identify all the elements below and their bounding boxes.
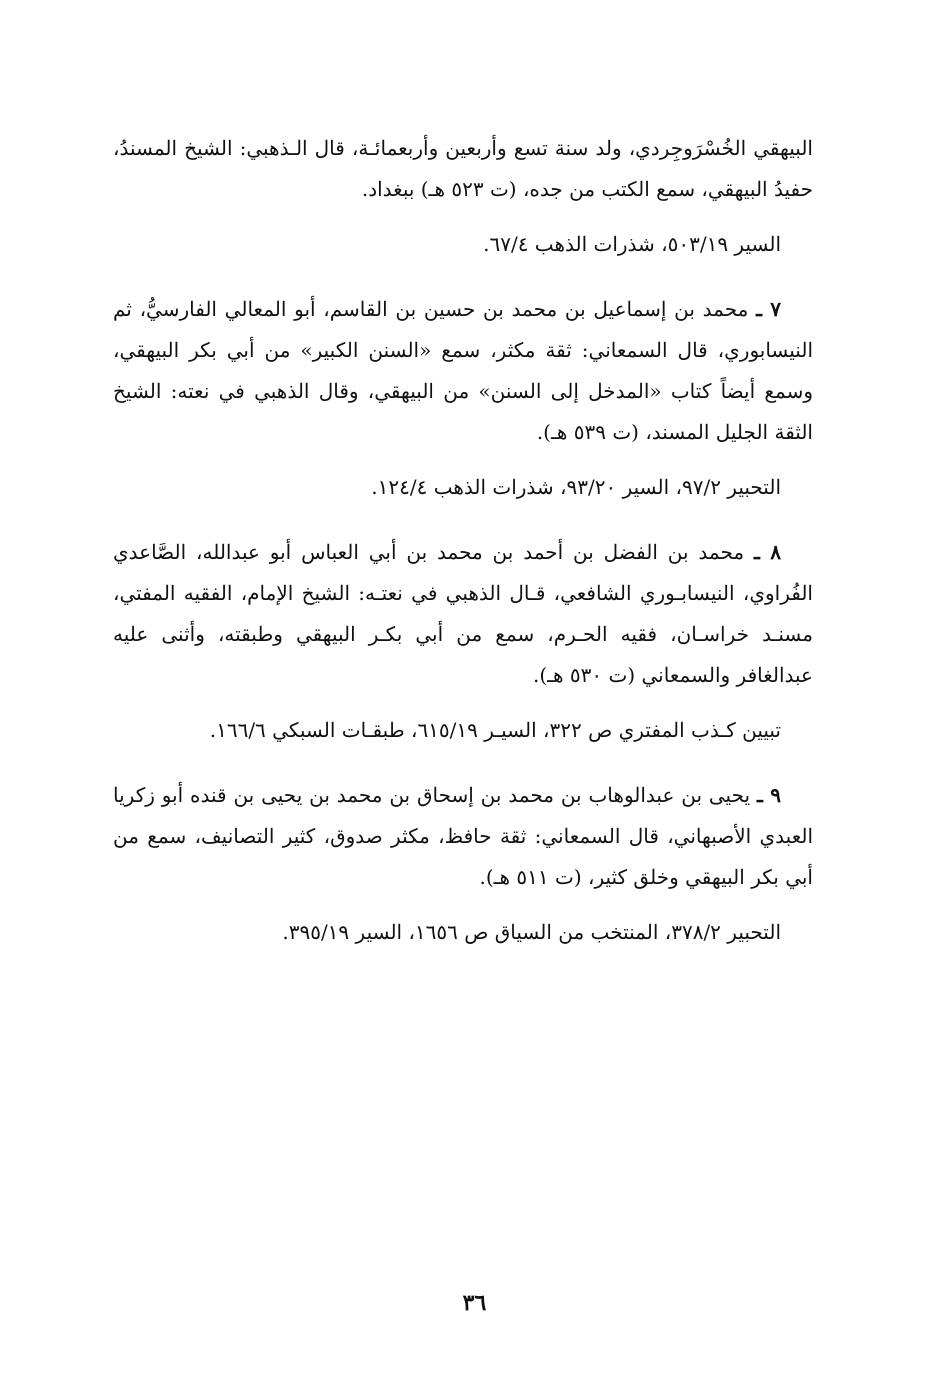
- entry-text: يحيى بن عبدالوهاب بن محمد بن إسحاق بن محمد بن يحيى بن قنده أبو زكريا العبدي الأصبهاني، قال السمعاني: ثقة حافظ، مكثر صدوق، كثير التصانيف، سمع من أبي بكر البيهقي وخلق كثير، (ت ٥١١ هـ).: [113, 783, 813, 889]
- paragraph-continuation: [113, 128, 813, 210]
- source-text: السير ٥٠٣/١٩، شذرات الذهب ٦٧/٤.: [483, 232, 781, 256]
- page-body: [113, 128, 813, 977]
- entry-text: محمد بن إسماعيل بن محمد بن حسين بن القاسم، أبو المعالي الفارسيُّ، ثم النيسابوري، قال السمعاني: ثقة مكثر، سمع «السنن الكبير» من أبي بكر البيهقي، وسمع أيضاً كتاب «المدخل إلى السنن» من البيهقي، وقال الذهبي في نعته: الشيخ الثقة الجليل المسند، (ت ٥٣٩ هـ).: [113, 297, 813, 444]
- page-number: ٣٦: [462, 1290, 487, 1316]
- paragraph-text: البيهقي الخُسْرَوجِردي، ولد سنة تسع وأربعين وأربعمائـة، قال الـذهبي: الشيخ المسندُ، حفيدُ البيهقي، سمع الكتب من جده، (ت ٥٢٣ هـ) ببغداد.: [113, 136, 813, 201]
- source-reference: [113, 912, 813, 953]
- source-reference: [113, 467, 813, 508]
- source-reference: [113, 710, 813, 751]
- entry-number: ٧ ـ: [756, 297, 782, 321]
- source-text: التحبير ٣٧٨/٢، المنتخب من السياق ص ١٦٥٦، السير ٣٩٥/١٩.: [282, 920, 781, 944]
- source-text: تبيين كـذب المفتري ص ٣٢٢، السيـر ٦١٥/١٩، طبقـات السبكي ١٦٦/٦.: [209, 718, 781, 742]
- entry-text: محمد بن الفضل بن أحمد بن محمد بن أبي العباس أبو عبدالله، الصَّاعدي الفُراوي، النيسابـوري الشافعي، قـال الذهبي في نعتـه: الشيخ الإمام، الفقيه المفتي، مسنـد خراسـان، فقيه الحـرم، سمع من أبي بكـر البيهقي وطبقته، وأثنى عليه عبدالغافر والسمعاني (ت ٥٣٠ هـ).: [113, 540, 813, 687]
- biography-entry: [113, 289, 813, 453]
- entry-number: ٨ ـ: [753, 540, 781, 564]
- source-text: التحبير ٩٧/٢، السير ٩٣/٢٠، شذرات الذهب ١٢٤/٤.: [371, 475, 781, 499]
- source-reference: [113, 224, 813, 265]
- entry-number: ٩ ـ: [756, 783, 782, 807]
- biography-entry: [113, 532, 813, 696]
- biography-entry: [113, 775, 813, 898]
